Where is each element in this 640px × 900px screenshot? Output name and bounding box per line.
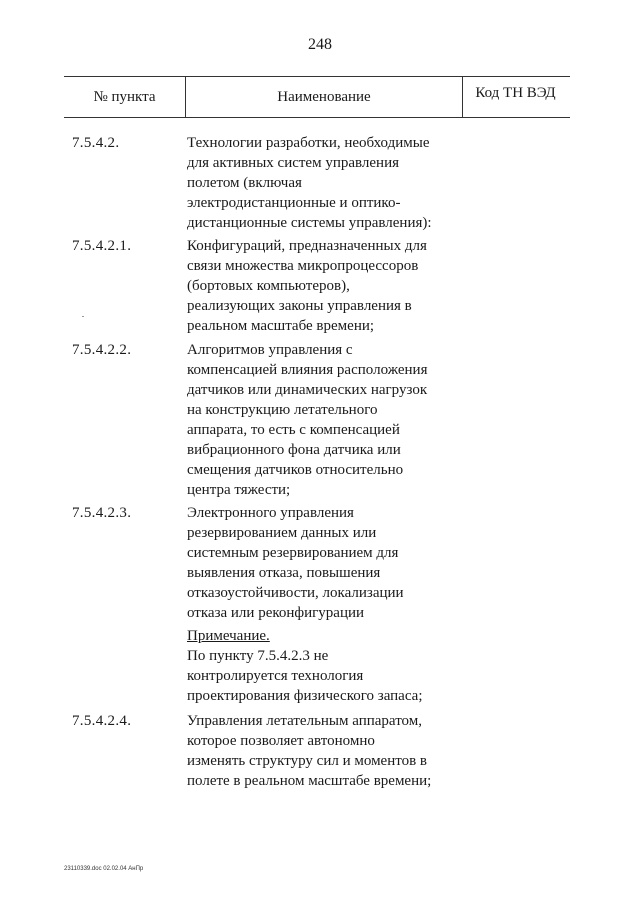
item-line: Алгоритмов управления с <box>187 342 353 358</box>
header-code-column: Код ТН ВЭД <box>475 85 556 101</box>
item-line: выявления отказа, повышения <box>187 565 381 581</box>
item-number: 7.5.4.2.4. <box>72 713 132 729</box>
header-name-column: Наименование <box>185 77 463 117</box>
item-line: Конфигураций, предназначенных для <box>187 238 427 254</box>
item-line: полетом (включая <box>187 175 302 191</box>
item-line: датчиков или динамических нагрузок <box>187 382 428 398</box>
item-text <box>187 236 477 336</box>
header-number-column: № пункта <box>93 89 156 105</box>
note-line: По пункту 7.5.4.2.3 не <box>187 648 329 664</box>
item-number: 7.5.4.2.2. <box>72 342 132 358</box>
item-line: Электронного управления <box>187 505 354 521</box>
note-title: Примечание. <box>187 628 270 644</box>
item-line: дистанционные системы управления): <box>187 215 432 231</box>
note-line: контролируется технология <box>187 668 364 684</box>
page-number: 248 <box>308 36 332 53</box>
item-line: отказоустойчивости, локализации <box>187 585 404 601</box>
scan-speck <box>82 316 84 317</box>
item-line: центра тяжести; <box>187 482 291 498</box>
item-text <box>187 340 477 500</box>
item-line: на конструкцию летательного <box>187 402 378 418</box>
item-line: изменять структуру сил и моментов в <box>187 753 428 769</box>
table-header <box>64 76 570 118</box>
item-line: Управления летательным аппаратом, <box>187 713 423 729</box>
item-number: 7.5.4.2.3. <box>72 505 132 521</box>
item-line: системным резервированием для <box>187 545 399 561</box>
item-line: смещения датчиков относительно <box>187 462 404 478</box>
item-line: для активных систем управления <box>187 155 399 171</box>
item-number: 7.5.4.2. <box>72 135 120 151</box>
item-line: вибрационного фона датчика или <box>187 442 401 458</box>
item-line: Технологии разработки, необходимые <box>187 135 430 151</box>
item-line: отказа или реконфигурации <box>187 605 365 621</box>
item-line: резервированием данных или <box>187 525 377 541</box>
item-number: 7.5.4.2.1. <box>72 238 132 254</box>
item-line: компенсацией влияния расположения <box>187 362 428 378</box>
item-line: (бортовых компьютеров), <box>187 278 350 294</box>
item-line: реализующих законы управления в <box>187 298 412 314</box>
item-text <box>187 133 477 233</box>
item-line: которое позволяет автономно <box>187 733 375 749</box>
item-line: реальном масштабе времени; <box>187 318 375 334</box>
item-text <box>187 503 477 623</box>
item-line: электродистанционные и оптико- <box>187 195 401 211</box>
item-text <box>187 711 477 791</box>
item-line: связи множества микропроцессоров <box>187 258 419 274</box>
item-line: полете в реальном масштабе времени; <box>187 773 432 789</box>
item-line: аппарата, то есть с компенсацией <box>187 422 400 438</box>
footer-file-reference: 23110339.doc 02.02.04 АнПр <box>64 866 144 872</box>
note-line: проектирования физического запаса; <box>187 688 423 704</box>
note-text <box>187 626 477 706</box>
